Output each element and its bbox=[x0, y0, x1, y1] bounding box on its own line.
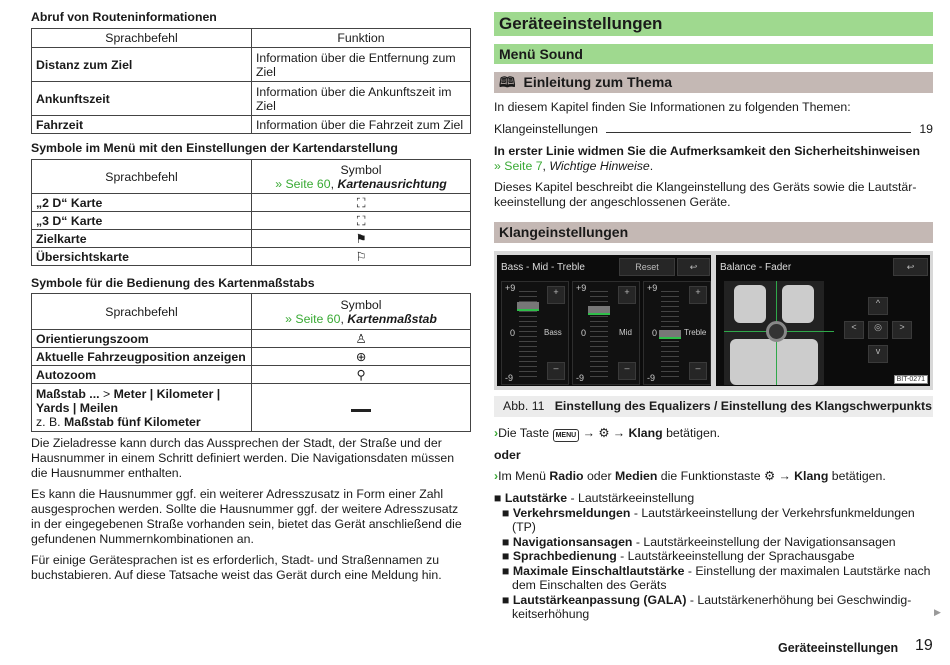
plus-button[interactable]: + bbox=[689, 286, 707, 304]
right-arrow-icon[interactable]: > bbox=[892, 321, 912, 339]
paragraph: Die Zieladresse kann durch das Aussprechen der Stadt, der Straße und der Hausnummer in einem Schritt definiert werden. Die Navigationsdaten müssen die Hausnummer enthalten. bbox=[31, 436, 455, 480]
cell-command: Übersichtskarte bbox=[32, 248, 252, 266]
equalizer-screen bbox=[497, 255, 711, 386]
t: - Lautstärkeeinstellung der Navigationsansagen bbox=[632, 534, 896, 549]
t: - Lautstärkeeinstellung bbox=[567, 491, 695, 505]
sep: , bbox=[330, 176, 338, 191]
mid-slider[interactable] bbox=[572, 281, 640, 385]
t: - Lautstärkeeinstellung der Sprachausgabe bbox=[616, 549, 855, 563]
car-seats-image bbox=[724, 281, 824, 385]
minus-button[interactable]: – bbox=[547, 362, 565, 380]
menu-key-icon: MENU bbox=[553, 429, 580, 442]
eq-title: Bass - Mid - Treble bbox=[501, 262, 585, 273]
cell-command: Orientierungszoom bbox=[32, 330, 252, 348]
vehicle-position-icon: ⊕ bbox=[252, 348, 471, 366]
t: Die Taste bbox=[498, 426, 553, 440]
t: Radio bbox=[549, 469, 584, 483]
table1-title: Abruf von Routeninformationen bbox=[31, 10, 217, 24]
t: Klang bbox=[628, 426, 663, 440]
back-icon[interactable]: ↩ bbox=[893, 258, 928, 276]
or-label: oder bbox=[494, 448, 521, 462]
table-row bbox=[32, 194, 471, 212]
left-arrow-icon[interactable]: < bbox=[844, 321, 864, 339]
t: oder bbox=[583, 469, 615, 483]
chapter-description: Dieses Kapitel beschreibt die Klangeinstellung des Geräts sowie die Lautstärkeeinstellung der angeschlossenen Geräte. bbox=[494, 180, 917, 209]
scale-bar-icon bbox=[252, 384, 471, 432]
step-arrow-icon: › bbox=[494, 426, 499, 440]
col-header: Sprachbefehl bbox=[32, 29, 252, 48]
cell-function: Information über die Fahrzeit zum Ziel bbox=[252, 116, 471, 134]
t: Lautstärke bbox=[504, 491, 568, 505]
footer-title: Geräteeinstellungen bbox=[778, 641, 899, 655]
figure-caption bbox=[494, 396, 933, 417]
down-arrow-icon[interactable]: v bbox=[868, 345, 888, 363]
t: Sprachbedienung bbox=[512, 549, 617, 563]
paragraph: Es kann die Hausnummer ggf. ein weiterer Adresszusatz in Form einer Zahl ausgesprochen werden. Sollte die Hausnummer ggf. der weitere Adresszusatz in der eingegebenen Straße vorhanden sein, bietet das Gerät anschließend die gefundenen Nummernkombinationen an. bbox=[31, 487, 462, 546]
table-row bbox=[32, 116, 471, 134]
t: Maximale Einschaltlautstärke bbox=[512, 563, 685, 578]
balance-fader-screen bbox=[716, 255, 930, 386]
t: Maßstab fünf Kilometer bbox=[64, 414, 201, 429]
slider-knob[interactable] bbox=[517, 302, 539, 311]
table3-title: Symbole für die Bedienung des Kartenmaßstabs bbox=[31, 276, 315, 290]
col-header: Sprachbefehl bbox=[32, 294, 252, 330]
figure-number: Abb. 11 bbox=[503, 399, 545, 413]
seat bbox=[782, 285, 814, 323]
list-item: ■ Verkehrsmeldungen - Lautstärkeeinstellung der Verkehrsfunkmeldungen (TP) bbox=[502, 505, 915, 534]
t: Klang bbox=[794, 469, 829, 483]
toc-entry[interactable] bbox=[494, 122, 933, 136]
plus-button[interactable]: + bbox=[547, 286, 565, 304]
t: z. B. bbox=[36, 414, 65, 429]
t: > bbox=[99, 386, 114, 401]
table-row bbox=[32, 230, 471, 248]
cell-command: Aktuelle Fahrzeugposition anzeigen bbox=[32, 348, 252, 366]
t: betätigen. bbox=[662, 426, 721, 440]
scale-ticks bbox=[590, 291, 608, 379]
t: , bbox=[542, 159, 550, 173]
cell-command: Autozoom bbox=[32, 366, 252, 384]
page-link[interactable]: » Seite 60 bbox=[285, 311, 341, 326]
book-icon: 🕮 bbox=[499, 74, 516, 90]
toc-label: Klangeinstellungen bbox=[494, 122, 598, 136]
step-arrow-icon: › bbox=[494, 469, 499, 483]
intro-heading-label: Einleitung zum Thema bbox=[523, 74, 673, 90]
t: → ⚙ → bbox=[579, 426, 629, 440]
table-row bbox=[32, 366, 471, 384]
cell-command: „3 D“ Karte bbox=[32, 212, 252, 230]
rear-seat bbox=[730, 339, 818, 385]
up-arrow-icon[interactable]: ^ bbox=[868, 297, 888, 315]
band-label: Treble bbox=[684, 328, 707, 337]
chapter-heading: Geräteeinstellungen bbox=[494, 12, 933, 36]
cell-command: Ankunftszeit bbox=[32, 82, 252, 116]
t: . bbox=[649, 159, 654, 173]
t: Medien bbox=[615, 469, 658, 483]
table-row bbox=[32, 48, 471, 82]
minus-button[interactable]: – bbox=[689, 362, 707, 380]
treble-slider[interactable] bbox=[643, 281, 711, 385]
intro-text: In diesem Kapitel finden Sie Informationen zu folgenden Themen: bbox=[494, 100, 851, 114]
t: - Lautstärkeeinstellung der Verkehrsfunkmeldungen (TP) bbox=[512, 505, 915, 534]
t: - Einstellung der maximalen Lautstärke nach dem Einschalten des Geräts bbox=[512, 563, 931, 592]
page-link[interactable]: » Seite 7 bbox=[494, 159, 543, 173]
sound-focus-handle[interactable] bbox=[766, 321, 787, 342]
cell-command: Zielkarte bbox=[32, 230, 252, 248]
table-row bbox=[32, 384, 471, 432]
back-icon[interactable]: ↩ bbox=[677, 258, 710, 276]
symbol-label: Symbol bbox=[340, 162, 382, 177]
t: -9 bbox=[505, 373, 514, 383]
t: -9 bbox=[647, 373, 656, 383]
intro-heading bbox=[494, 72, 933, 93]
t: Meter | Kilometer | Yards | Meilen bbox=[36, 386, 221, 415]
t: -9 bbox=[576, 373, 585, 383]
slider-knob[interactable] bbox=[588, 306, 610, 315]
orientation-zoom-icon: ♙ bbox=[252, 330, 471, 348]
reset-button[interactable]: Reset bbox=[619, 258, 675, 276]
band-label: Bass bbox=[544, 328, 562, 337]
slider-knob[interactable] bbox=[659, 330, 681, 339]
figure-code: BIT-0271 bbox=[894, 375, 928, 384]
minus-button[interactable]: – bbox=[618, 362, 636, 380]
t: Im Menü bbox=[498, 469, 550, 483]
figure-title: Einstellung des Equalizers / Einstellung des Klangschwerpunkts bbox=[554, 399, 932, 413]
t: Verkehrsmeldungen bbox=[512, 505, 631, 520]
symbol-label: Symbol bbox=[340, 297, 382, 312]
list-item: ■ Navigationsansagen - Lautstärkeeinstellung der Navigationsansagen bbox=[502, 534, 896, 549]
map-3d-icon: ⛶ bbox=[252, 212, 471, 230]
route-info-table bbox=[31, 28, 471, 134]
t: +9 bbox=[647, 283, 658, 293]
t: Maßstab ... bbox=[36, 386, 100, 401]
t: +9 bbox=[576, 283, 587, 293]
ref-title: Kartenausrichtung bbox=[337, 176, 447, 191]
list-item: ■ Maximale Einschaltlautstärke - Einstellung der maximalen Lautstärke nach dem Einschalten des Geräts bbox=[502, 563, 931, 592]
overview-map-icon: ⚐ bbox=[252, 248, 471, 266]
cell-function: Information über die Entfernung zum Ziel bbox=[252, 48, 471, 82]
cell-command: „2 D“ Karte bbox=[32, 194, 252, 212]
col-header: Funktion bbox=[252, 29, 471, 48]
cell-command: Distanz zum Ziel bbox=[32, 48, 252, 82]
safety-note bbox=[494, 144, 933, 174]
step-1 bbox=[494, 426, 720, 442]
settings-list bbox=[494, 491, 934, 622]
t: Wichtige Hinweise bbox=[549, 159, 650, 173]
step-2 bbox=[494, 469, 886, 483]
t: 0 bbox=[510, 328, 516, 338]
paragraph: Für einige Gerätesprachen ist es erforderlich, Stadt- und Straßennamen zu buchstabieren. Auf diese Tatsache weist das Gerät durch eine Meldung hin. bbox=[31, 553, 442, 582]
t: betätigen. bbox=[828, 469, 886, 483]
toc-page: 19 bbox=[919, 122, 933, 136]
section-heading: Menü Sound bbox=[494, 44, 933, 64]
ref-title: Kartenmaßstab bbox=[347, 311, 437, 326]
table-row bbox=[32, 82, 471, 116]
table-row bbox=[32, 330, 471, 348]
list-item: ■ Lautstärkeanpassung (GALA) - Lautstärkenerhöhung bei Geschwindigkeitserhöhung bbox=[502, 592, 912, 621]
autozoom-icon: ⚲ bbox=[252, 366, 471, 384]
page-link[interactable]: » Seite 60 bbox=[275, 176, 331, 191]
t: +9 bbox=[505, 283, 516, 293]
list-item: ■ Lautstärke - Lautstärkeeinstellung bbox=[494, 491, 695, 505]
table-row bbox=[32, 248, 471, 266]
bass-slider[interactable] bbox=[501, 281, 569, 385]
t: - Lautstärkenerhöhung bei Geschwindigkeitserhöhung bbox=[512, 592, 912, 621]
seat bbox=[734, 285, 766, 323]
table-row bbox=[32, 348, 471, 366]
t: Navigationsansagen bbox=[512, 534, 633, 549]
t: Lautstärkeanpassung (GALA) bbox=[512, 592, 687, 607]
section-heading: Klangeinstellungen bbox=[494, 222, 933, 243]
col-header bbox=[252, 160, 471, 194]
continue-arrow-icon: ▶ bbox=[934, 607, 941, 617]
plus-button[interactable]: + bbox=[618, 286, 636, 304]
map-display-table bbox=[31, 159, 471, 266]
band-label: Mid bbox=[619, 328, 632, 337]
page-number: 19 bbox=[915, 637, 933, 654]
t: die Funktionstaste ⚙ → bbox=[657, 469, 795, 483]
map-scale-table bbox=[31, 293, 471, 432]
col-header: Sprachbefehl bbox=[32, 160, 252, 194]
list-item: ■ Sprachbedienung - Lautstärkeeinstellung der Sprachausgabe bbox=[502, 549, 855, 563]
table2-title: Symbole im Menü mit den Einstellungen der Kartendarstellung bbox=[31, 141, 398, 155]
map-2d-icon: ⛶ bbox=[252, 194, 471, 212]
table-row bbox=[32, 212, 471, 230]
destination-map-icon: ⚑ bbox=[252, 230, 471, 248]
cell-function: Information über die Ankunftszeit im Ziel bbox=[252, 82, 471, 116]
balance-title: Balance - Fader bbox=[720, 262, 792, 273]
t: 0 bbox=[581, 328, 587, 338]
cell-command: Fahrzeit bbox=[32, 116, 252, 134]
cell-command bbox=[32, 384, 252, 432]
equalizer-figure bbox=[494, 251, 933, 390]
t: In erster Linie widmen Sie die Aufmerksamkeit den Sicherheitshinweisen bbox=[494, 144, 920, 158]
toc-leader bbox=[606, 132, 911, 133]
t: 0 bbox=[652, 328, 658, 338]
col-header bbox=[252, 294, 471, 330]
center-icon[interactable]: ◎ bbox=[868, 321, 888, 339]
sep: , bbox=[340, 311, 348, 326]
